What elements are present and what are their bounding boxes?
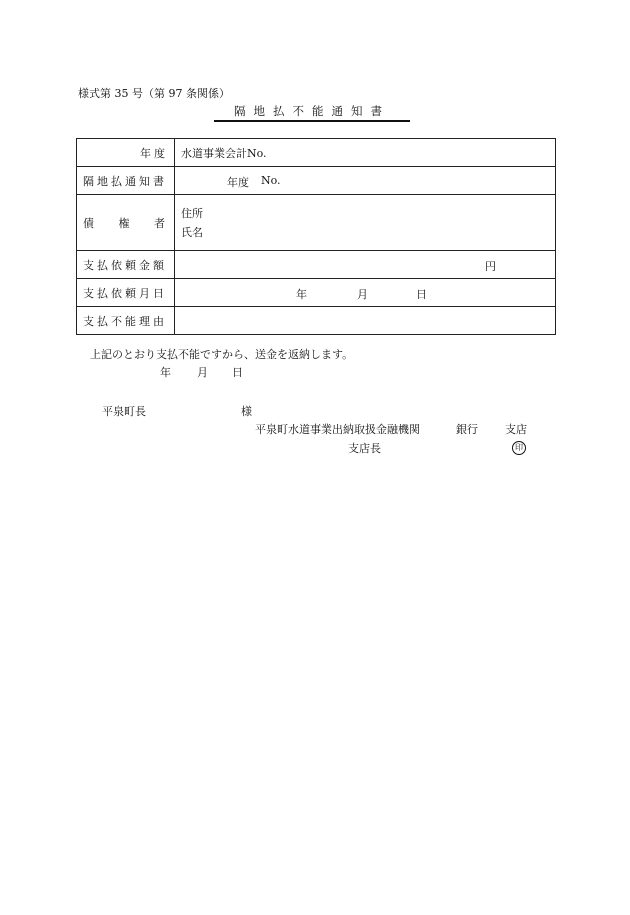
fiscal-year-value: 水道事業会計No. bbox=[175, 139, 556, 167]
remittance-notice-label: 隔地払通知書 bbox=[77, 167, 175, 195]
payment-date-value bbox=[175, 279, 556, 307]
remittance-notice-no: No. bbox=[261, 174, 281, 187]
failure-reason-value bbox=[175, 307, 556, 335]
seal-mark bbox=[512, 440, 526, 455]
creditor-label-char-1: 債 bbox=[83, 216, 97, 230]
payment-date-label: 支払依頼月日 bbox=[77, 279, 175, 307]
payment-date-row bbox=[77, 279, 556, 307]
notice-form-table bbox=[76, 138, 556, 335]
branch-manager-label: 支店長 bbox=[348, 442, 381, 455]
payment-amount-value bbox=[175, 251, 556, 279]
form-number: 様式第 35 号（第 97 条関係） bbox=[78, 87, 230, 100]
creditor-address-label: 住所 bbox=[181, 206, 203, 220]
payment-date-month: 月 bbox=[357, 288, 368, 301]
creditor-value bbox=[175, 195, 556, 251]
payment-amount-row bbox=[77, 251, 556, 279]
failure-reason-label: 支払不能理由 bbox=[77, 307, 175, 335]
statement-date-year: 年 bbox=[160, 366, 171, 379]
payment-date-day: 日 bbox=[416, 288, 427, 301]
document-title: 隔地払不能通知書 bbox=[214, 103, 410, 122]
remittance-notice-value bbox=[175, 167, 556, 195]
fiscal-year-label: 年度 bbox=[77, 139, 175, 167]
branch-label: 支店 bbox=[505, 423, 527, 436]
payment-amount-unit: 円 bbox=[485, 260, 496, 273]
remittance-notice-year: 年度 bbox=[227, 176, 249, 189]
return-statement: 上記のとおり支払不能ですから、送金を返納します。 bbox=[90, 348, 354, 361]
statement-date-month: 月 bbox=[197, 366, 208, 379]
creditor-row bbox=[77, 195, 556, 251]
creditor-label-char-3: 者 bbox=[154, 216, 168, 230]
seal-icon: 印 bbox=[512, 441, 526, 455]
addressee: 平泉町長 bbox=[102, 405, 146, 418]
remittance-notice-row bbox=[77, 167, 556, 195]
creditor-label-char-2: 権 bbox=[118, 216, 133, 230]
fiscal-year-row bbox=[77, 139, 556, 167]
financial-institution: 平泉町水道事業出納取扱金融機関 bbox=[255, 423, 420, 436]
payment-date-year: 年 bbox=[296, 288, 307, 301]
creditor-label bbox=[77, 195, 175, 251]
statement-date-day: 日 bbox=[232, 366, 243, 379]
failure-reason-row bbox=[77, 307, 556, 335]
bank-label: 銀行 bbox=[456, 423, 478, 436]
creditor-name-label: 氏名 bbox=[181, 225, 203, 239]
honorific: 様 bbox=[241, 405, 252, 418]
payment-amount-label: 支払依頼金額 bbox=[77, 251, 175, 279]
